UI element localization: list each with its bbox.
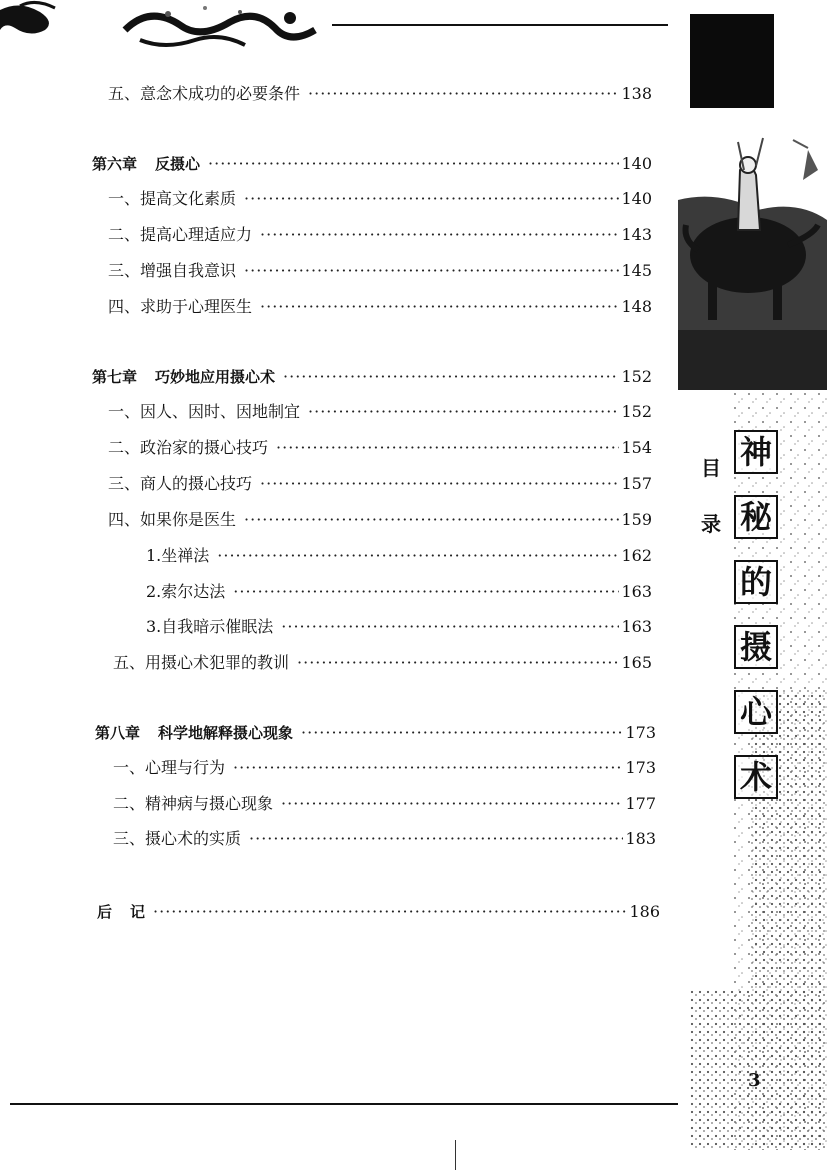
toc-page: 152 [621, 367, 652, 386]
toc-label: 二、精神病与摄心现象 [113, 794, 274, 813]
footer-rule [10, 1103, 678, 1105]
leader-dots [281, 617, 619, 637]
toc-label: 五、意念术成功的必要条件 [108, 84, 301, 103]
toc-label: 四、如果你是医生 [108, 510, 237, 529]
toc-chapter[interactable] [95, 723, 656, 743]
toc-entry[interactable] [108, 189, 652, 209]
leader-dots [244, 189, 619, 209]
chapter-number: 第八章 [95, 724, 141, 742]
toc-entry[interactable] [113, 758, 656, 778]
leader-dots [244, 261, 619, 281]
toc-entry[interactable] [113, 794, 656, 814]
toc-page: 159 [621, 510, 652, 529]
chapter-number: 第七章 [92, 368, 138, 386]
toc-entry[interactable] [108, 84, 652, 104]
leader-dots [297, 653, 619, 673]
toc-label: 二、提高心理适应力 [108, 225, 253, 244]
leader-dots [276, 438, 619, 458]
toc-label: 一、心理与行为 [113, 758, 226, 777]
toc-label: 三、摄心术的实质 [113, 829, 242, 848]
header-block [690, 14, 774, 108]
toc-label: 三、商人的摄心技巧 [108, 474, 253, 493]
toc-page: 154 [621, 438, 652, 457]
leader-dots [283, 367, 619, 387]
toc-page: 140 [621, 154, 652, 173]
chapter-label: 巧妙地应用摄心术 [155, 368, 276, 386]
toc-page: 148 [621, 297, 652, 316]
leader-dots [233, 758, 623, 778]
toc-entry[interactable] [108, 438, 652, 458]
toc-entry[interactable] [146, 546, 652, 566]
title-char: 的 [734, 560, 778, 604]
toc-label: 一、提高文化素质 [108, 189, 237, 208]
toc-entry[interactable] [108, 225, 652, 245]
chapter-number: 第六章 [92, 155, 138, 173]
chapter-label: 科学地解释摄心现象 [158, 724, 294, 742]
chapter-title [95, 723, 301, 743]
toc-entry[interactable] [108, 510, 652, 530]
leader-dots [301, 723, 623, 743]
toc-page: 143 [621, 225, 652, 244]
chapter-label: 反摄心 [155, 155, 201, 173]
chapter-title [97, 902, 153, 922]
toc-page: 183 [625, 829, 656, 848]
chapter-label: 记 [130, 903, 146, 921]
toc-page: 177 [625, 794, 656, 813]
buffalo-rider-illustration [678, 130, 827, 390]
toc-label: 一、因人、因时、因地制宜 [108, 402, 301, 421]
leader-dots [260, 225, 619, 245]
leader-dots [244, 510, 619, 530]
toc-page: 157 [621, 474, 652, 493]
toc-page: 140 [621, 189, 652, 208]
toc-chapter[interactable] [92, 154, 652, 174]
title-char: 神 [734, 430, 778, 474]
toc-page: 145 [621, 261, 652, 280]
toc-page: 173 [625, 758, 656, 777]
toc-page: 162 [621, 546, 652, 565]
toc-chapter[interactable] [97, 902, 660, 922]
toc-label: 四、求助于心理医生 [108, 297, 253, 316]
leader-dots [208, 154, 619, 174]
page-number: 3 [748, 1070, 761, 1091]
toc-label: 二、政治家的摄心技巧 [108, 438, 269, 457]
toc-page: 152 [621, 402, 652, 421]
toc-entry[interactable] [108, 474, 652, 494]
leader-dots [217, 546, 619, 566]
toc-entry[interactable] [108, 297, 652, 317]
chapter-number: 后 [97, 903, 113, 921]
title-char: 心 [734, 690, 778, 734]
leader-dots [153, 902, 627, 922]
toc-label: 2.索尔达法 [146, 582, 226, 601]
toc-page: 163 [621, 582, 652, 601]
toc-label: 三、增强自我意识 [108, 261, 237, 280]
toc-page: 163 [621, 617, 652, 636]
leader-dots [260, 297, 619, 317]
toc-entry[interactable] [146, 617, 652, 637]
leader-dots [249, 829, 623, 849]
title-char: 摄 [734, 625, 778, 669]
toc-label: 1.坐禅法 [146, 546, 210, 565]
book-title [734, 430, 782, 820]
title-char: 术 [734, 755, 778, 799]
leader-dots [281, 794, 623, 814]
leader-dots [308, 84, 619, 104]
toc-page: 186 [629, 902, 660, 921]
toc-entry[interactable] [146, 582, 652, 602]
leader-dots [233, 582, 619, 602]
toc-label: 3.自我暗示催眠法 [146, 617, 274, 636]
toc-heading-char: 目 [701, 456, 721, 480]
chapter-title [92, 367, 283, 387]
toc-heading-char: 录 [701, 512, 721, 536]
title-char: 秘 [734, 495, 778, 539]
toc-entry[interactable] [113, 829, 656, 849]
toc-entry[interactable] [108, 402, 652, 422]
toc-heading [696, 440, 726, 552]
toc-page: 165 [621, 653, 652, 672]
chapter-title [92, 154, 208, 174]
toc-label: 五、用摄心术犯罪的教训 [113, 653, 290, 672]
toc-chapter[interactable] [92, 367, 652, 387]
toc-entry[interactable] [108, 261, 652, 281]
toc-entry[interactable] [113, 653, 652, 673]
toc-page: 138 [621, 84, 652, 103]
leader-dots [260, 474, 619, 494]
toc-page: 173 [625, 723, 656, 742]
binding-mark [455, 1140, 456, 1170]
leader-dots [308, 402, 619, 422]
